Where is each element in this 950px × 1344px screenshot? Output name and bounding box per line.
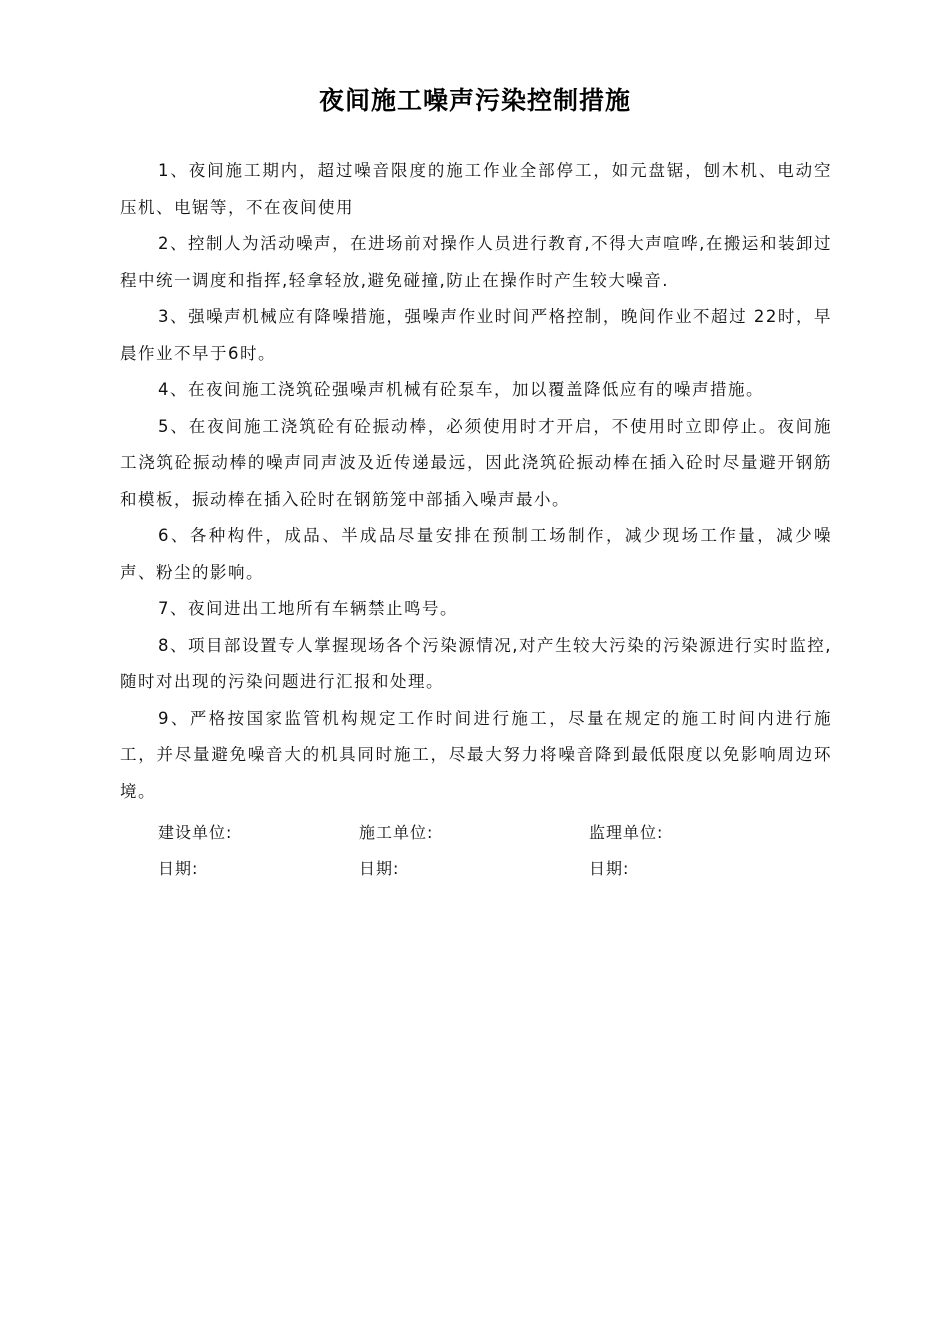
measure-item-3: 3、强噪声机械应有降噪措施，强噪声作业时间严格控制，晚间作业不超过 22时，早晨作业不早于6时。 — [120, 307, 832, 363]
supervisor-date-label: 日期: — [589, 859, 630, 878]
measure-item-8: 8、项目部设置专人掌握现场各个污染源情况,对产生较大污染的污染源进行实时监控,随时对出现的污染问题进行汇报和处理。 — [120, 635, 832, 691]
owner-date-label: 日期: — [158, 859, 199, 878]
contractor-label: 施工单位: — [359, 823, 434, 842]
measure-item-1: 1、夜间施工期内，超过噪音限度的施工作业全部停工，如元盘锯，刨木机、电动空压机、电锯等，不在夜间使用 — [120, 161, 832, 217]
supervisor-label: 监理单位: — [589, 823, 664, 842]
measure-item-9: 9、严格按国家监管机构规定工作时间进行施工，尽量在规定的施工时间内进行施工，并尽量避免噪音大的机具同时施工，尽最大努力将噪音降到最低限度以免影响周边环境。 — [120, 708, 832, 801]
measure-item-6: 6、各种构件，成品、半成品尽量安排在预制工场制作，减少现场工作量，减少噪声、粉尘的影响。 — [120, 526, 832, 582]
measure-item-5: 5、在夜间施工浇筑砼有砼振动棒，必须使用时才开启，不使用时立即停止。夜间施工浇筑砼振动棒的噪声同声波及近传递最远，因此浇筑砼振动棒在插入砼时尽量避开钢筋和模板，振动棒在插入砼时在钢筋笼中部插入噪声最小。 — [120, 416, 832, 509]
measure-item-7: 7、夜间进出工地所有车辆禁止鸣号。 — [158, 599, 458, 618]
signature-block — [158, 815, 758, 887]
measure-item-4: 4、在夜间施工浇筑砼强噪声机械有砼泵车，加以覆盖降低应有的噪声措施。 — [158, 380, 764, 399]
measures-list — [120, 153, 832, 810]
construction-owner-label: 建设单位: — [158, 823, 233, 842]
signature-dates-row — [158, 851, 758, 887]
signature-units-row — [158, 815, 758, 851]
document-title: 夜间施工噪声污染控制措施 — [318, 86, 631, 115]
measure-item-2: 2、控制人为活动噪声，在进场前对操作人员进行教育,不得大声喧哗,在搬运和装卸过程中统一调度和指挥,轻拿轻放,避免碰撞,防止在操作时产生较大噪音. — [120, 234, 832, 290]
contractor-date-label: 日期: — [359, 859, 400, 878]
